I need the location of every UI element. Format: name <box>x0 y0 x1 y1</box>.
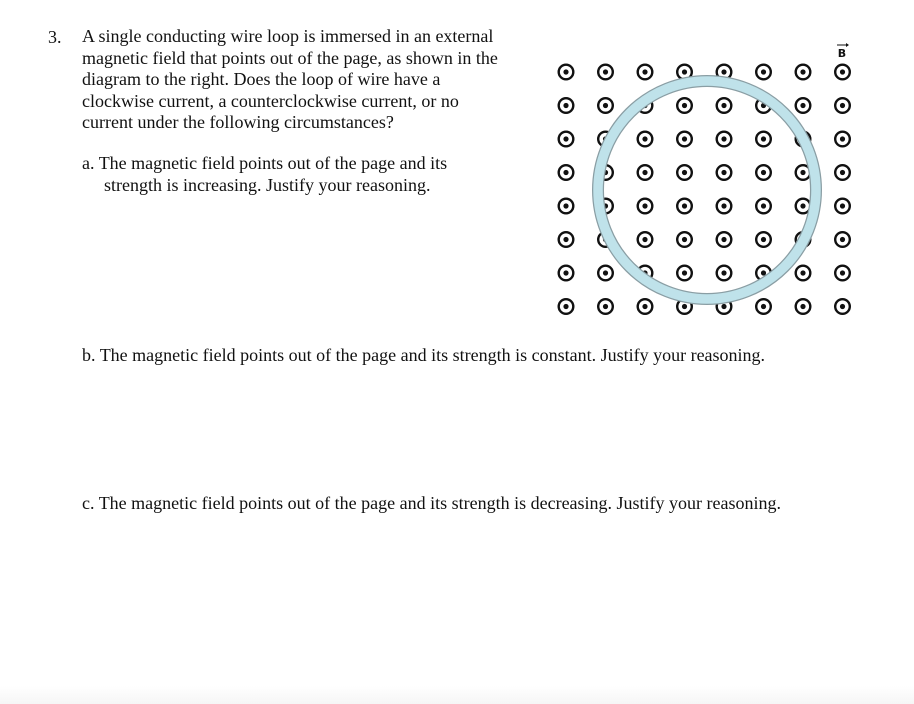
part-a-line-1 <box>82 153 522 175</box>
field-label-group <box>837 43 849 60</box>
field-out-of-page-icon <box>638 132 653 147</box>
field-out-of-page-icon <box>756 165 771 180</box>
field-out-of-page-icon <box>598 266 613 281</box>
part-b <box>82 344 882 366</box>
field-out-of-page-icon <box>598 98 613 113</box>
field-out-of-page-icon <box>717 165 732 180</box>
field-out-of-page-icon <box>717 199 732 214</box>
field-out-of-page-icon <box>717 98 732 113</box>
field-out-of-page-icon <box>638 199 653 214</box>
field-out-of-page-icon <box>677 199 692 214</box>
field-out-of-page-icon <box>677 266 692 281</box>
field-out-of-page-icon <box>598 299 613 314</box>
field-out-of-page-icon <box>796 98 811 113</box>
field-out-of-page-icon <box>796 266 811 281</box>
field-out-of-page-icon <box>559 299 574 314</box>
field-out-of-page-icon <box>677 232 692 247</box>
field-out-of-page-icon <box>835 266 850 281</box>
field-out-of-page-icon <box>638 299 653 314</box>
field-out-of-page-icon <box>835 232 850 247</box>
field-out-of-page-icon <box>559 165 574 180</box>
field-out-of-page-icon <box>717 232 732 247</box>
field-out-of-page-icon <box>756 199 771 214</box>
wire-loop <box>598 81 816 299</box>
field-out-of-page-icon <box>756 299 771 314</box>
field-out-of-page-icon <box>559 199 574 214</box>
field-out-of-page-icon <box>835 165 850 180</box>
field-out-of-page-icon <box>796 299 811 314</box>
field-out-of-page-icon <box>756 232 771 247</box>
question-prompt: A single conducting wire loop is immersed in an external magnetic field that points out of the page, as shown in the diagram to the right. Does the loop of wire have a clockwise current, a counterclockwise current, or no current under the following circumstances? <box>82 26 498 132</box>
field-out-of-page-icon <box>638 232 653 247</box>
part-a-label: a. <box>82 153 95 173</box>
part-c-text: The magnetic field points out of the page and its strength is decreasing. Justify your reasoning. <box>98 493 782 513</box>
field-out-of-page-icon <box>717 266 732 281</box>
field-out-of-page-icon <box>835 98 850 113</box>
magnetic-field-diagram <box>548 40 868 320</box>
field-out-of-page-icon <box>559 232 574 247</box>
wire-loop-fill <box>598 81 816 299</box>
field-out-of-page-icon <box>756 65 771 80</box>
field-out-of-page-icon <box>677 132 692 147</box>
field-out-of-page-icon <box>598 65 613 80</box>
field-out-of-page-icon <box>559 266 574 281</box>
field-out-of-page-icon <box>835 299 850 314</box>
field-out-of-page-icon <box>835 132 850 147</box>
part-a <box>82 153 522 196</box>
part-b-label: b. <box>82 345 96 365</box>
field-out-of-page-icon <box>677 165 692 180</box>
field-out-of-page-icon <box>638 165 653 180</box>
vector-arrow-head-icon <box>846 43 849 47</box>
field-out-of-page-icon <box>638 65 653 80</box>
question-number: 3. <box>48 27 62 47</box>
part-c <box>82 492 902 514</box>
field-out-of-page-icon <box>835 65 850 80</box>
field-vector-label: B <box>837 47 847 60</box>
field-out-of-page-icon <box>677 98 692 113</box>
part-a-text-2: strength is increasing. Justify your reasoning. <box>104 174 431 195</box>
part-c-label: c. <box>82 493 95 513</box>
field-out-of-page-icon <box>835 199 850 214</box>
part-b-text: The magnetic field points out of the page and its strength is constant. Justify your reasoning. <box>99 345 766 365</box>
field-out-of-page-icon <box>559 65 574 80</box>
field-out-of-page-icon <box>796 65 811 80</box>
field-out-of-page-icon <box>559 98 574 113</box>
field-out-of-page-icon <box>756 132 771 147</box>
field-out-of-page-icon <box>559 132 574 147</box>
field-out-of-page-icon <box>717 132 732 147</box>
page-bottom-edge <box>0 686 914 704</box>
part-a-text-1: The magnetic field points out of the page and its <box>98 153 448 173</box>
